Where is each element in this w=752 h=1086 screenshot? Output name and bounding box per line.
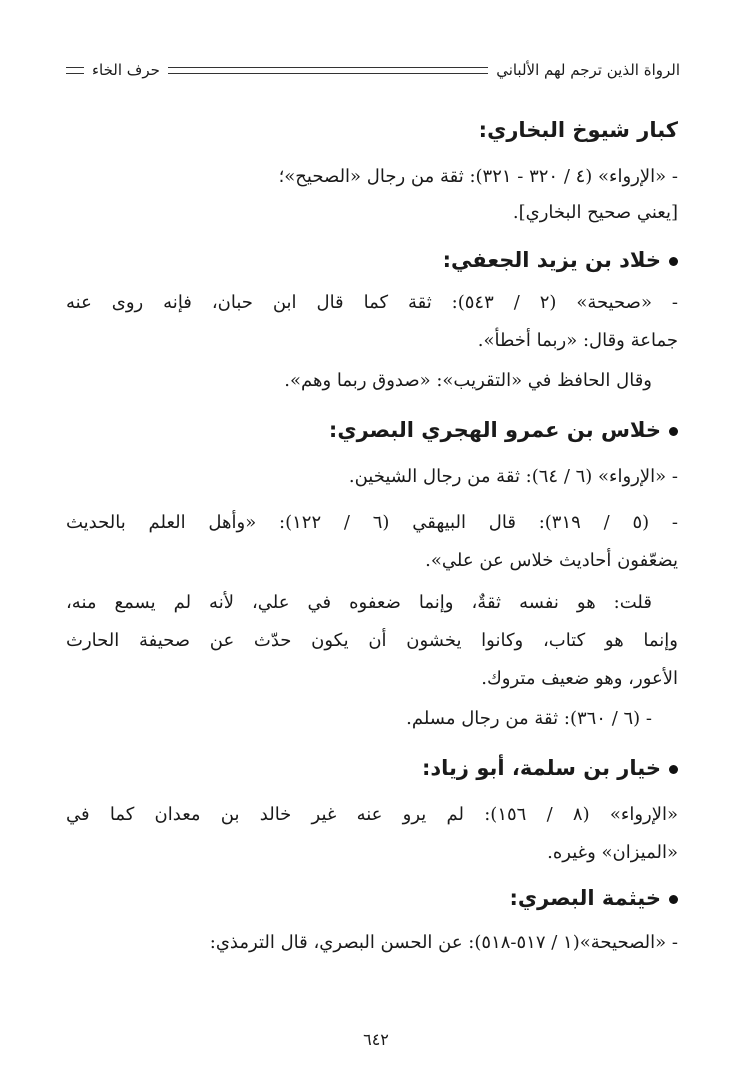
text-line: [يعني صحيح البخاري]. (512, 202, 678, 223)
text-line: الأعور، وهو ضعيف متروك. (481, 668, 678, 689)
text-line: قلت: هو نفسه ثقةٌ، وإنما ضعفوه في علي، لأنه لم يسمع منه، (66, 592, 652, 613)
header-rule-end (66, 67, 84, 74)
text-line: «الإرواء» (٨ / ١٥٦): لم يرو عنه غير خالد بن معدان كما في (66, 804, 678, 825)
bullet-icon (669, 427, 678, 436)
text-line: - (٥ / ٣١٩): قال البيهقي (٦ / ١٢٢): «وأهل العلم بالحديث (66, 512, 678, 533)
text-line: وقال الحافظ في «التقريب»: «صدوق ربما وهم». (284, 370, 652, 391)
bullet-icon (669, 765, 678, 774)
page-number: ٦٤٢ (363, 1030, 389, 1049)
heading-khallad (443, 248, 678, 272)
heading-kibar (479, 118, 678, 142)
heading-khaythama-text: خيثمة البصري: (509, 886, 661, 910)
text-line: وإنما هو كتاب، وكانوا يخشون أن يكون حدّث عن صحيفة الحارث (66, 630, 678, 651)
bullet-icon (669, 895, 678, 904)
book-title: الرواة الذين ترجم لهم الألباني (496, 61, 680, 79)
heading-kibar-text: كبار شيوخ البخاري: (478, 118, 678, 142)
text-line: - «الإرواء» (٤ / ٣٢٠ - ٣٢١): ثقة من رجال «الصحيح»؛ (278, 166, 678, 187)
heading-khayyar (422, 756, 678, 780)
heading-khilas (329, 418, 678, 442)
text-line: «الميزان» وغيره. (547, 842, 678, 863)
chapter-title: حرف الخاء (92, 61, 160, 79)
text-line: جماعة وقال: «ربما أخطأ». (477, 330, 678, 351)
heading-khallad-text: خلاد بن يزيد الجعفي: (442, 248, 661, 272)
running-header (66, 58, 680, 82)
text-line: - (٦ / ٣٦٠): ثقة من رجال مسلم. (406, 708, 652, 729)
heading-khaythama (510, 886, 678, 910)
heading-khilas-text: خلاس بن عمرو الهجري البصري: (328, 418, 661, 442)
heading-khayyar-text: خيار بن سلمة، أبو زياد: (421, 756, 661, 780)
text-line: - «الإرواء» (٦ / ٦٤): ثقة من رجال الشيخين. (348, 466, 678, 487)
text-line: - «صحيحة» (٢ / ٥٤٣): ثقة كما قال ابن حبان، فإنه روى عنه (66, 292, 678, 313)
text-line: - «الصحيحة»(١ / ٥١٧-٥١٨): عن الحسن البصري، قال الترمذي: (209, 932, 678, 953)
text-line: يضعّفون أحاديث خلاس عن علي». (425, 550, 678, 571)
bullet-icon (669, 257, 678, 266)
header-rule (168, 67, 488, 74)
